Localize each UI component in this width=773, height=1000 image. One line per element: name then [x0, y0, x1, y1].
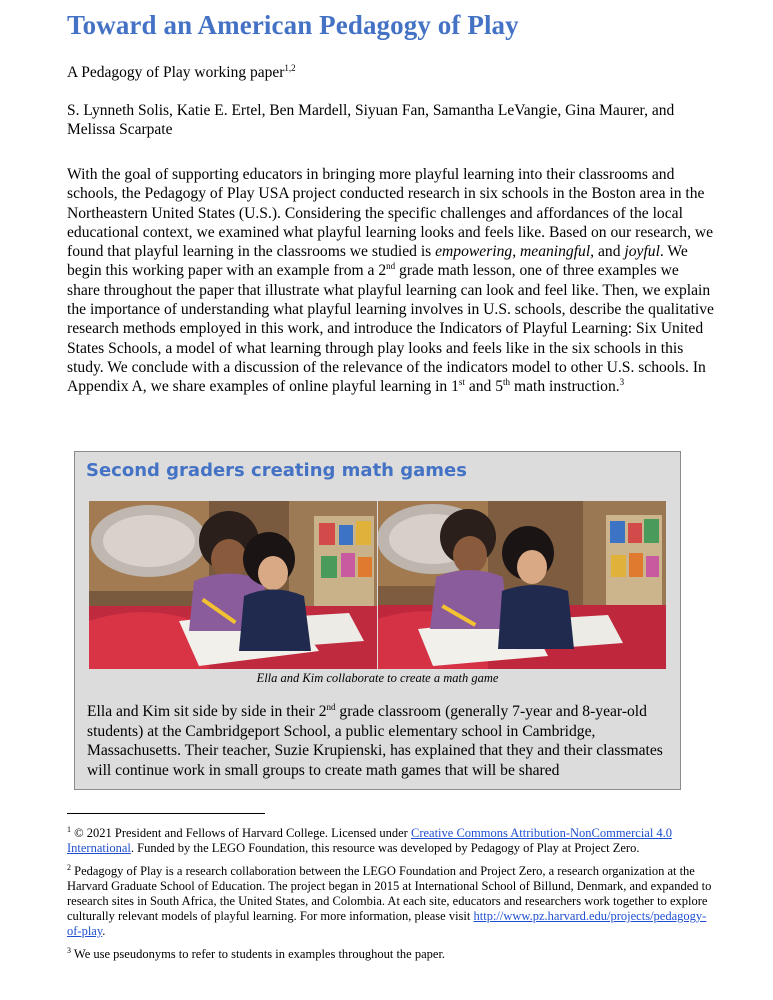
footnotes-section	[67, 822, 717, 966]
footnote-1	[67, 822, 717, 856]
project-url-link[interactable]: http://www.pz.harvard.edu/projects/pedagogy-of-play	[67, 909, 707, 939]
footnote-2-number: 2	[67, 863, 71, 873]
abstract-text-5: math instruction.	[510, 378, 620, 396]
callout-text-1: Ella and Kim sit side by side in their 2	[87, 703, 327, 720]
abstract-em-joyful: joyful	[624, 243, 660, 261]
photo-caption: Ella and Kim collaborate to create a math game	[256, 671, 499, 685]
subtitle-text: A Pedagogy of Play working paper	[67, 64, 285, 82]
abstract-ordinal-nd: nd	[386, 261, 396, 272]
footnote-3-number: 3	[67, 946, 71, 956]
example-callout-box	[74, 451, 681, 790]
footnote-3-text: We use pseudonyms to refer to students in examples throughout the paper.	[71, 947, 446, 962]
footnote-separator	[67, 813, 265, 814]
author-list: S. Lynneth Solis, Katie E. Ertel, Ben Mardell, Siyuan Fan, Samantha LeVangie, Gina Maurer, and Melissa Scarpate	[67, 102, 675, 138]
abstract-em-meaningful: meaningful,	[520, 243, 595, 261]
callout-text-2: grade classroom (generally 7-year and 8-year-old students) at the Cambridgeport School, a public elementary school in Cambridge, Massachusetts. Their teacher, Suzie Krupienski, has explained that they and their classmates will continue work in small groups to create math games that will be shared	[87, 703, 663, 779]
abstract-sep-2: and	[594, 243, 625, 261]
footnote-2-text-a: Pedagogy of Play is a research collaboration between the LEGO Foundation and Project Zero, a research organization at the Harvard Graduate School of Education. The project began in 2015 at International School of Billund, Denmark, and expanded to research sites in South Africa, the United States, and Colombia. At each site, educators and researchers work together to explore culturally relevant models of playful learning. For more information, please visit	[67, 864, 712, 924]
footnote-2-text-b: .	[102, 924, 106, 939]
classroom-photo-right	[378, 501, 666, 669]
abstract-em-empowering: empowering	[435, 243, 513, 261]
abstract-text-3: grade math lesson, one of three examples we share throughout the paper that illustrate what playful learning can look and feel like. Then, we explain the importance of understanding what playful learning involves in U.S. schools, describe the qualitative research methods employed in this work, and introduce the Indicators of Playful Learning: Six United States Schools, a model of what learning through play looks and feels like in the six schools in this study. We conclude with a discussion of the relevance of the indicators model to other U.S. schools. In Appendix A, we share examples of online playful learning in 1	[67, 262, 714, 396]
abstract-text-1: With the goal of supporting educators in bringing more playful learning into their classrooms and schools, the Pedagogy of Play USA project conducted research in six schools in the Boston area in the Northeastern United States (U.S.). Considering the specific challenges and affordances of the local educational context, we examined what playful learning looks and feels like. Based on our research, we found that playful learning in the classrooms we studied is	[67, 166, 714, 261]
license-link[interactable]: Creative Commons Attribution-NonCommercial 4.0 International	[67, 826, 673, 856]
footnote-1-text-b: . Funded by the LEGO Foundation, this resource was developed by Pedagogy of Play at Project Zero.	[130, 841, 640, 856]
classroom-photo-left-illustration	[89, 501, 377, 669]
classroom-photo-left	[89, 501, 377, 669]
abstract-text-4: and 5	[464, 378, 504, 396]
footnote-3	[67, 943, 717, 962]
subtitle-footnote-ref[interactable]: 1,2	[284, 63, 296, 73]
callout-paragraph	[87, 702, 667, 780]
abstract-footnote-ref-3[interactable]: 3	[619, 377, 625, 388]
footnote-1-number: 1	[67, 825, 71, 834]
abstract-ordinal-st: st	[458, 377, 465, 388]
abstract-text-2: . We begin this working paper with an example from a 2	[67, 243, 688, 280]
abstract-ordinal-th: th	[503, 377, 511, 388]
callout-ordinal-nd: nd	[326, 701, 336, 712]
abstract-sep-1: ,	[512, 243, 521, 261]
callout-title: Second graders creating math games	[86, 460, 467, 481]
paper-subtitle	[67, 63, 296, 82]
abstract-paragraph	[67, 165, 715, 397]
footnote-1-text-a: © 2021 President and Fellows of Harvard College. Licensed under	[71, 826, 411, 841]
classroom-photo-right-illustration	[378, 501, 666, 669]
footnote-2	[67, 860, 717, 939]
paper-title: Toward an American Pedagogy of Play	[67, 10, 519, 40]
